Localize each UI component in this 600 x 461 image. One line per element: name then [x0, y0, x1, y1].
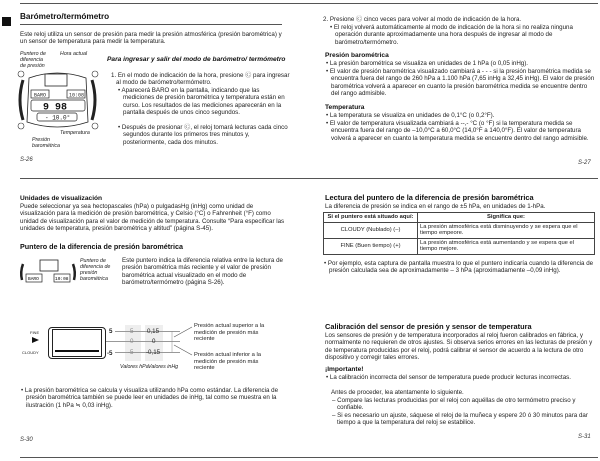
table-header-row — [324, 213, 595, 223]
reading-heading: Lectura del puntero de la diferencia de presión barométrica — [325, 193, 534, 202]
important-dash-2: – Si es necesario un ajuste, sáquese el reloj de la muñeca y espere 20 ó 30 minutos para dar tiempo a que la temperatura del reloj se estabilice. — [332, 412, 588, 427]
svg-text:10:08: 10:08 — [55, 277, 69, 282]
calibration-text: Los sensores de presión y de temperatura incorporados al reloj fueron calibrados en fábrica, y normalmente no requieren de otros ajustes. Si observa serios errores en las lecturas de presión y de temperatura producidas por el reloj, podrá calibrar el sensor de acuerdo a la lectura de otro dispositivo y corregir tales errores. — [325, 332, 593, 361]
top-rule — [20, 3, 598, 4]
pressure-bullet-1: • La presión barométrica se visualiza en unidades de 1 hPa (o 0,05 inHg). — [326, 60, 529, 67]
inhg-value-015: 0,15 — [147, 328, 160, 335]
table-cell-cloudy: CLOUDY (Nublado) (–) — [324, 222, 418, 238]
watch-illustration — [5, 50, 105, 149]
label-temperature: Temperatura — [60, 130, 90, 136]
calibration-heading: Calibración del sensor de presión y sensor de temperatura — [325, 322, 532, 331]
units-heading: Unidades de visualización — [20, 195, 103, 202]
scale-box-inner — [52, 329, 102, 357]
label-pressure: Presión barométrica — [32, 137, 60, 149]
temperature-bullet-2: • El valor de temperatura visualizada cambiará a --,- °C (o °F) si la temperatura medida se encuentra fuera del rango de –10,0°C a 60,0°C (14,0°F a 140,0°F). El valor de temperatura volverá a aparecer en cuanto la temperatura medida se encuentre dentro del rango admisible. — [326, 120, 589, 142]
pointer-label: Puntero de diferencia de presión barométrica — [80, 258, 111, 282]
units-text: Puede seleccionar ya sea hectopascales (hPa) o pulgadasHg (inHg) como unidad de visualización para la medición de presión barométrica, y Celsio (°C) o Fahrenheit (°F) como unidad de visualización para el valor de medición de temperatura. Consulte “Para especificar las unidades de temperatura, presión barométrica y altitud” (página S-45). — [20, 203, 285, 232]
table-cell-fine-meaning: La presión atmosférica está aumentando y se espera que el tiempo mejore. — [418, 238, 595, 254]
label-current-time: Hora actual — [60, 51, 88, 57]
inhg-value-0: 0 — [152, 338, 156, 345]
inhg-caption: Valores inHg — [148, 364, 179, 370]
line-mid — [106, 341, 180, 342]
lower-note: Presión actual inferior a la medición de presión más reciente — [194, 352, 262, 372]
hpa-value-5: 5 — [130, 328, 134, 335]
step-1-bullet-2: • Después de presionar Ⓒ, el reloj tomará lecturas cada cinco segundos durante los primeros tres minutos y, posteriormente, cada dos minutos. — [118, 124, 288, 146]
step-2-bullet: • El reloj volverá automáticamente al modo de indicación de la hora si no realiza ninguna operación durante aproximadamente una hora después de ingresar al modo de barómetro/termómetro. — [330, 24, 573, 46]
page-number-s31: S-31 — [578, 434, 591, 440]
intro-text: Este reloj utiliza un sensor de presión para medir la presión atmosférica (presión barométrica) y un sensor de temperatura para medir la temperatura. — [20, 31, 282, 46]
example-bullet: • Por ejemplo, esta captura de pantalla muestra lo que el puntero indicaría cuando la diferencia de presión calculada sea de aproximadamente – 3 hPa (aproximadamente –0,09 inHg). — [324, 260, 594, 275]
page-number-s26: S-26 — [20, 157, 33, 163]
pressure-heading: Presión barométrica — [325, 52, 389, 59]
section-marker-square — [2, 17, 11, 26]
inhg-value-minus-015: -0,15 — [146, 349, 161, 356]
svg-text:BARO: BARO — [34, 92, 47, 99]
table-row — [324, 222, 595, 238]
mark-5: 5 — [109, 328, 113, 335]
svg-text:10:08: 10:08 — [69, 92, 85, 99]
temperature-bullet-1: • La temperatura se visualiza en unidades de 0,1°C (o 0,2°F). — [326, 112, 495, 119]
svg-text:- 10.0°: - 10.0° — [45, 114, 71, 122]
pointer-bar — [55, 350, 99, 352]
step-1-bullet-1: • Aparecerá BARO en la pantalla, indicando que las mediciones de presión barométrica y temperatura están en curso. Los resultados de las mediciones aparecerán en la pantalla después de unos cinco segundos. — [118, 87, 285, 116]
hpa-standard-bullet: • La presión barométrica se calcula y visualiza utilizando hPa como estándar. La diferencia de presión barométrica también se puede leer en unidades de inHg, tal como se muestra en la ilustración (1 hPa ≒ 0,03 inHg). — [21, 387, 279, 409]
table-header-position: Si el puntero está situado aquí: — [324, 213, 418, 223]
cloudy-label: CLOUDY — [22, 350, 39, 355]
page-title: Barómetro/termómetro — [20, 12, 110, 21]
fine-label: FINE — [30, 330, 40, 335]
svg-text:BARO: BARO — [28, 277, 39, 282]
label-pointer: Puntero de diferencia de presión — [20, 51, 46, 69]
step-1: 1. En el modo de indicación de la hora, presione Ⓒ para ingresar al modo de barómetro/termómetro. — [111, 72, 290, 87]
reading-subtitle: La diferencia de presión se indica en el rango de ±5 hPa, en unidades de 1-hPa. — [325, 203, 546, 210]
pointer-scale-diagram — [20, 325, 290, 385]
pressure-bullet-2: • El valor de presión barométrica visualizado cambiará a - - - si la presión barométrica medida se encuentra fuera del rango de 260 hPa a 1.100 hPa (7,65 inHg a 32,45 inHg). El valor de presión barométrica volverá a aparecer en cuanto la presión barométrica medida se encuentre dentro del rango admisible. — [326, 68, 595, 97]
pointer-heading: Puntero de la diferencia de presión barométrica — [20, 242, 183, 251]
bottom-rule — [20, 457, 598, 458]
page-number-s30: S-30 — [20, 437, 33, 443]
watch-face-icon — [15, 70, 100, 130]
important-heading: ¡Importante! — [325, 366, 364, 373]
mid-rule-1 — [20, 178, 598, 179]
important-lead: Antes de proceder, lea atentamente lo siguiente. — [331, 389, 464, 396]
temperature-heading: Temperatura — [325, 104, 365, 111]
pointer-text: Este puntero indica la diferencia relativa entre la lectura de presión barométrica más reciente y el valor de presión barométrica actual visualizado en el modo de barómetro/termómetro (página S-26). — [122, 257, 283, 286]
upper-note: Presión actual superior a la medición de presión más reciente — [194, 323, 265, 343]
step-2: 2. Presione Ⓒ cinco veces para volver al modo de indicación de la hora. — [323, 16, 522, 23]
pointer-arrow-icon — [32, 337, 39, 343]
hpa-value-minus-5: -5 — [128, 349, 134, 356]
table-header-meaning: Significa que: — [418, 213, 595, 223]
mark-minus-5: -5 — [107, 350, 113, 357]
svg-text:9 98: 9 98 — [43, 102, 68, 114]
table-row — [324, 238, 595, 254]
watch-top-icon — [18, 258, 78, 286]
table-cell-cloudy-meaning: La presión atmosférica está disminuyendo y se espera que el tiempo empeore. — [418, 222, 595, 238]
pointer-meaning-table — [323, 212, 595, 255]
hpa-value-0: 0 — [130, 338, 134, 345]
important-dash-1: – Compare las lecturas producidas por el reloj con aquéllas de otro termómetro preciso y confiable. — [332, 397, 576, 412]
subheading-enter-exit: Para ingresar y salir del modo de barómetro/ termómetro — [107, 56, 286, 63]
title-underline — [20, 24, 282, 25]
important-bullet: • La calibración incorrecta del sensor de temperatura puede producir lecturas incorrectas. — [326, 374, 571, 381]
hpa-caption: Valores hPa — [120, 364, 149, 370]
table-cell-fine: FINE (Buen tiempo) (+) — [324, 238, 418, 254]
page-number-s27: S-27 — [578, 160, 591, 166]
